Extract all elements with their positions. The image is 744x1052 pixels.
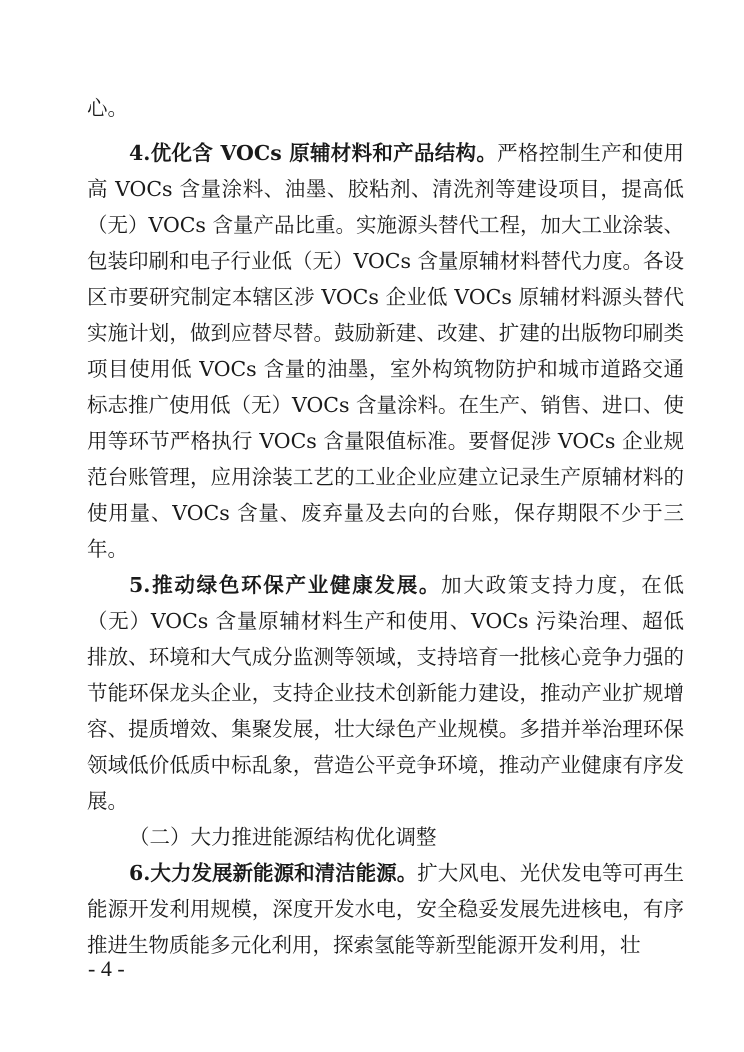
page-number: - 4 - [88,956,125,981]
section-heading: （二）大力推进能源结构优化调整 [129,825,437,849]
item-5-body: 加大政策支持力度，在低（无）VOCs 含量原辅材料生产和使用、VOCs 污染治理、超低排放、环境和大气成分监测等领域，支持培育一批核心竞争力强的节能环保龙头企业，支持企业技术创新能力建设，推动产业扩规增容、提质增效、集聚发展，壮大绿色产业规模。多措并举治理环保领域低价低质中标乱象，营造公平竞争环境，推动产业健康有序发展。 [87,573,685,813]
item-4-title: 优化含 VOCs 原辅材料和产品结构。 [150,141,498,165]
item-4-body: 严格控制生产和使用高 VOCs 含量涂料、油墨、胶粘剂、清洗剂等建设项目，提高低（无）VOCs 含量产品比重。实施源头替代工程，加大工业涂装、包装印刷和电子行业低（无）VOCs 含量原辅材料替代力度。各设区市要研究制定本辖区涉 VOCs 企业低 VOCs 原辅材料源头替代实施计划，做到应替尽替。鼓励新建、改建、扩建的出版物印刷类项目使用低 VOCs 含量的油墨，室外构筑物防护和城市道路交通标志推广使用低（无）VOCs 含量涂料。在生产、销售、进口、使用等环节严格执行 VOCs 含量限值标准。要督促涉 VOCs 企业规范台账管理，应用涂装工艺的工业企业应建立记录生产原辅材料的使用量、VOCs 含量、废弃量及去向的台账，保存期限不少于三年。 [87,141,684,561]
item-5-number: 5. [129,573,151,597]
document-body [87,90,684,963]
item-6-body: 扩大风电、光伏发电等可再生能源开发利用规模，深度开发水电，安全稳妥发展先进核电，有序推进生物质能多元化利用，探索氢能等新型能源开发利用，壮 [87,861,685,957]
paragraph-item-5 [87,567,684,819]
item-4-number: 4. [129,141,151,165]
paragraph-item-4 [87,135,684,567]
item-6-number: 6. [129,861,151,885]
item-6-title: 大力发展新能源和清洁能源。 [150,861,418,885]
item-5-title: 推动绿色环保产业健康发展。 [150,573,442,597]
paragraph-item-6 [87,855,684,963]
continuation-text: 心。 [87,96,128,120]
